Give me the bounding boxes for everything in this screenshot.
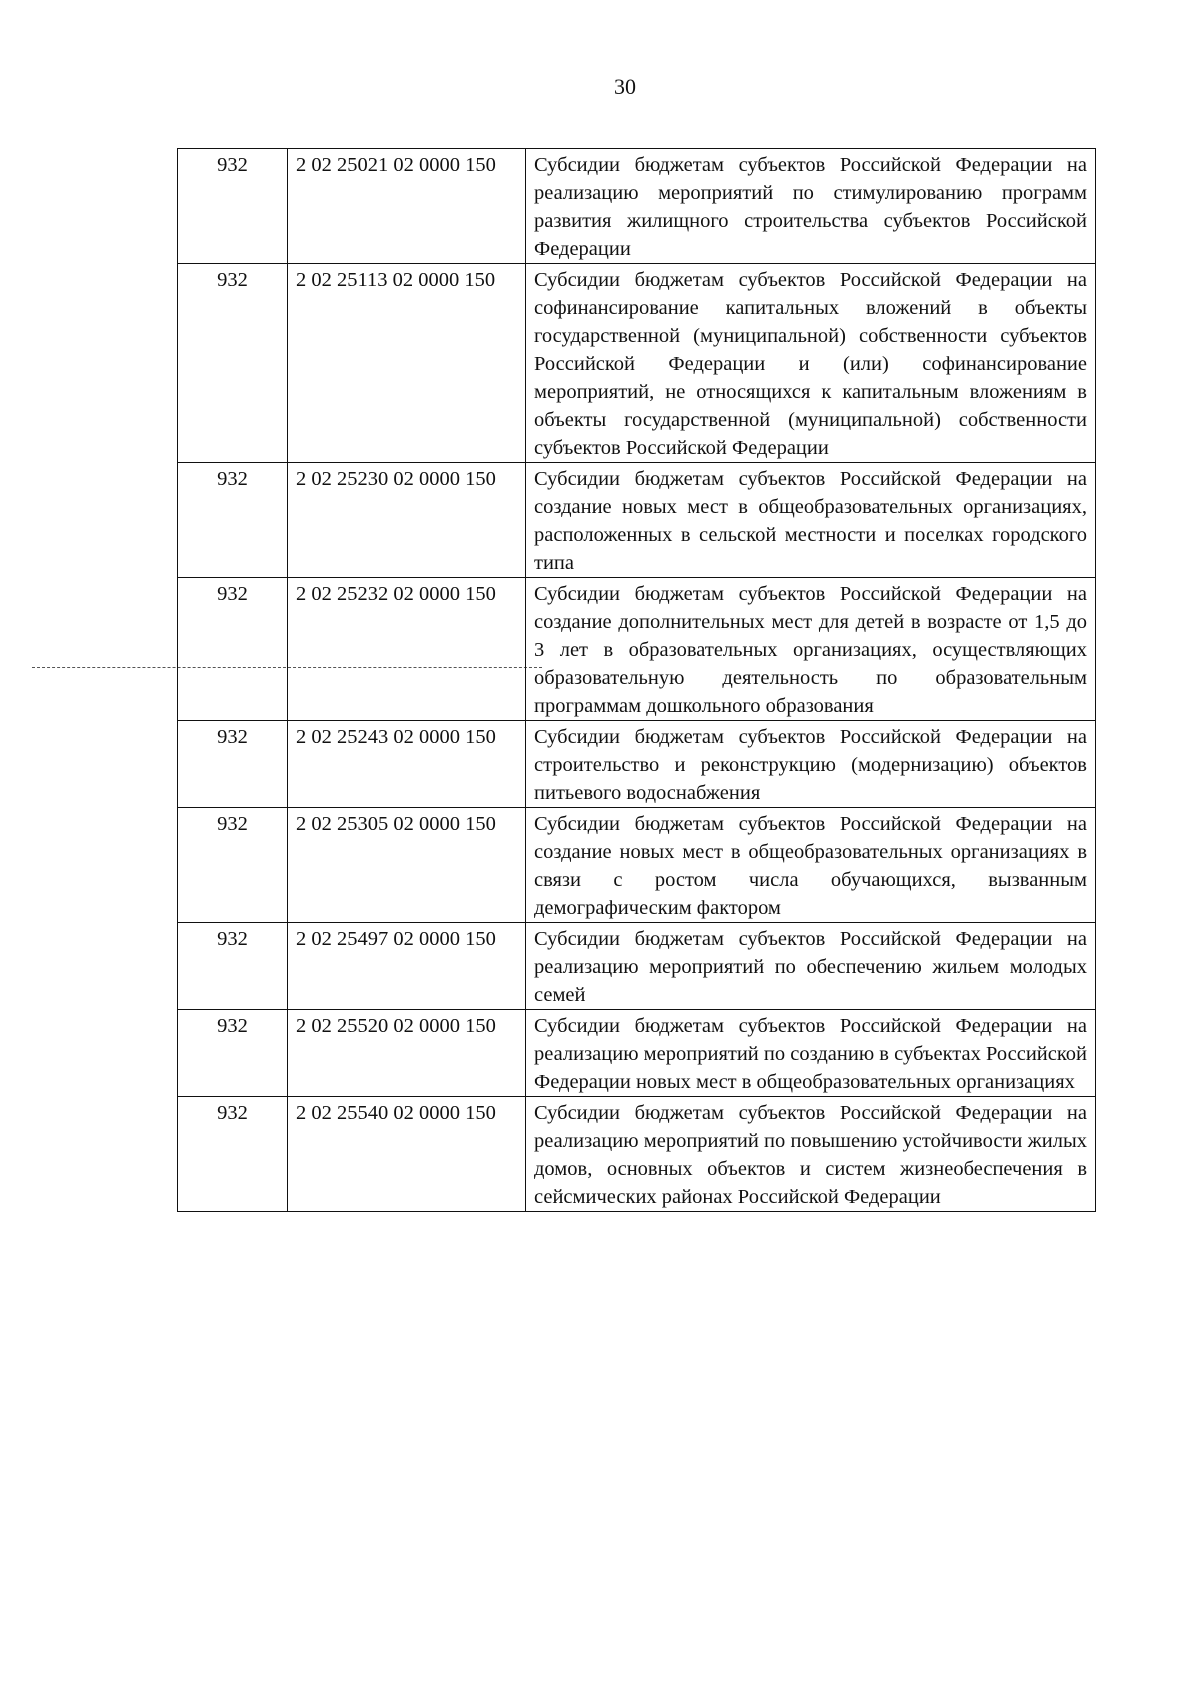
income-name-cell: Субсидии бюджетам субъектов Российской Федерации на строительство и реконструкцию (модернизацию) объектов питьевого водоснабжения <box>526 721 1096 808</box>
budget-code-cell: 2 02 25021 02 0000 150 <box>288 149 526 264</box>
table-row <box>178 264 1096 463</box>
income-name-cell: Субсидии бюджетам субъектов Российской Федерации на реализацию мероприятий по повышению устойчивости жилых домов, основных объектов и систем жизнеобеспечения в сейсмических районах Российской Федерации <box>526 1097 1096 1212</box>
budget-code-cell: 2 02 25232 02 0000 150 <box>288 578 526 721</box>
budget-code-cell: 2 02 25113 02 0000 150 <box>288 264 526 463</box>
income-name-cell: Субсидии бюджетам субъектов Российской Федерации на создание новых мест в общеобразовательных организациях в связи с ростом числа обучающихся, вызванным демографическим фактором <box>526 808 1096 923</box>
table-row <box>178 1010 1096 1097</box>
income-name-cell: Субсидии бюджетам субъектов Российской Федерации на реализацию мероприятий по созданию в субъектах Российской Федерации новых мест в общеобразовательных организациях <box>526 1010 1096 1097</box>
income-name-cell: Субсидии бюджетам субъектов Российской Федерации на реализацию мероприятий по обеспечению жильем молодых семей <box>526 923 1096 1010</box>
table-row <box>178 923 1096 1010</box>
budget-code-cell: 2 02 25540 02 0000 150 <box>288 1097 526 1212</box>
admin-code-cell: 932 <box>178 1010 288 1097</box>
budget-code-cell: 2 02 25243 02 0000 150 <box>288 721 526 808</box>
admin-code-cell: 932 <box>178 264 288 463</box>
table-row <box>178 463 1096 578</box>
admin-code-cell: 932 <box>178 463 288 578</box>
admin-code-cell: 932 <box>178 149 288 264</box>
table-row <box>178 578 1096 721</box>
admin-code-cell: 932 <box>178 923 288 1010</box>
budget-code-cell: 2 02 25305 02 0000 150 <box>288 808 526 923</box>
budget-code-cell: 2 02 25497 02 0000 150 <box>288 923 526 1010</box>
page-number: 30 <box>614 74 636 99</box>
table-row <box>178 721 1096 808</box>
income-name-cell: Субсидии бюджетам субъектов Российской Федерации на софинансирование капитальных вложений в объекты государственной (муниципальной) собственности субъектов Российской Федерации и (или) софинансирование мероприятий, не относящихся к капитальным вложениям в объекты государственной (муниципальной) собственности субъектов Российской Федерации <box>526 264 1096 463</box>
table-row <box>178 149 1096 264</box>
table-row <box>178 1097 1096 1212</box>
income-name-cell: Субсидии бюджетам субъектов Российской Федерации на создание новых мест в общеобразовательных организациях, расположенных в сельской местности и поселках городского типа <box>526 463 1096 578</box>
budget-classification-table <box>177 148 1096 1212</box>
income-name-cell: Субсидии бюджетам субъектов Российской Федерации на реализацию мероприятий по стимулированию программ развития жилищного строительства субъектов Российской Федерации <box>526 149 1096 264</box>
budget-code-cell: 2 02 25230 02 0000 150 <box>288 463 526 578</box>
table-row <box>178 808 1096 923</box>
admin-code-cell: 932 <box>178 1097 288 1212</box>
admin-code-cell: 932 <box>178 808 288 923</box>
admin-code-cell: 932 <box>178 721 288 808</box>
income-name-cell: Субсидии бюджетам субъектов Российской Федерации на создание дополнительных мест для детей в возрасте от 1,5 до 3 лет в образовательных организациях, осуществляющих образовательную деятельность по образовательным программам дошкольного образования <box>526 578 1096 721</box>
budget-code-cell: 2 02 25520 02 0000 150 <box>288 1010 526 1097</box>
admin-code-cell: 932 <box>178 578 288 721</box>
